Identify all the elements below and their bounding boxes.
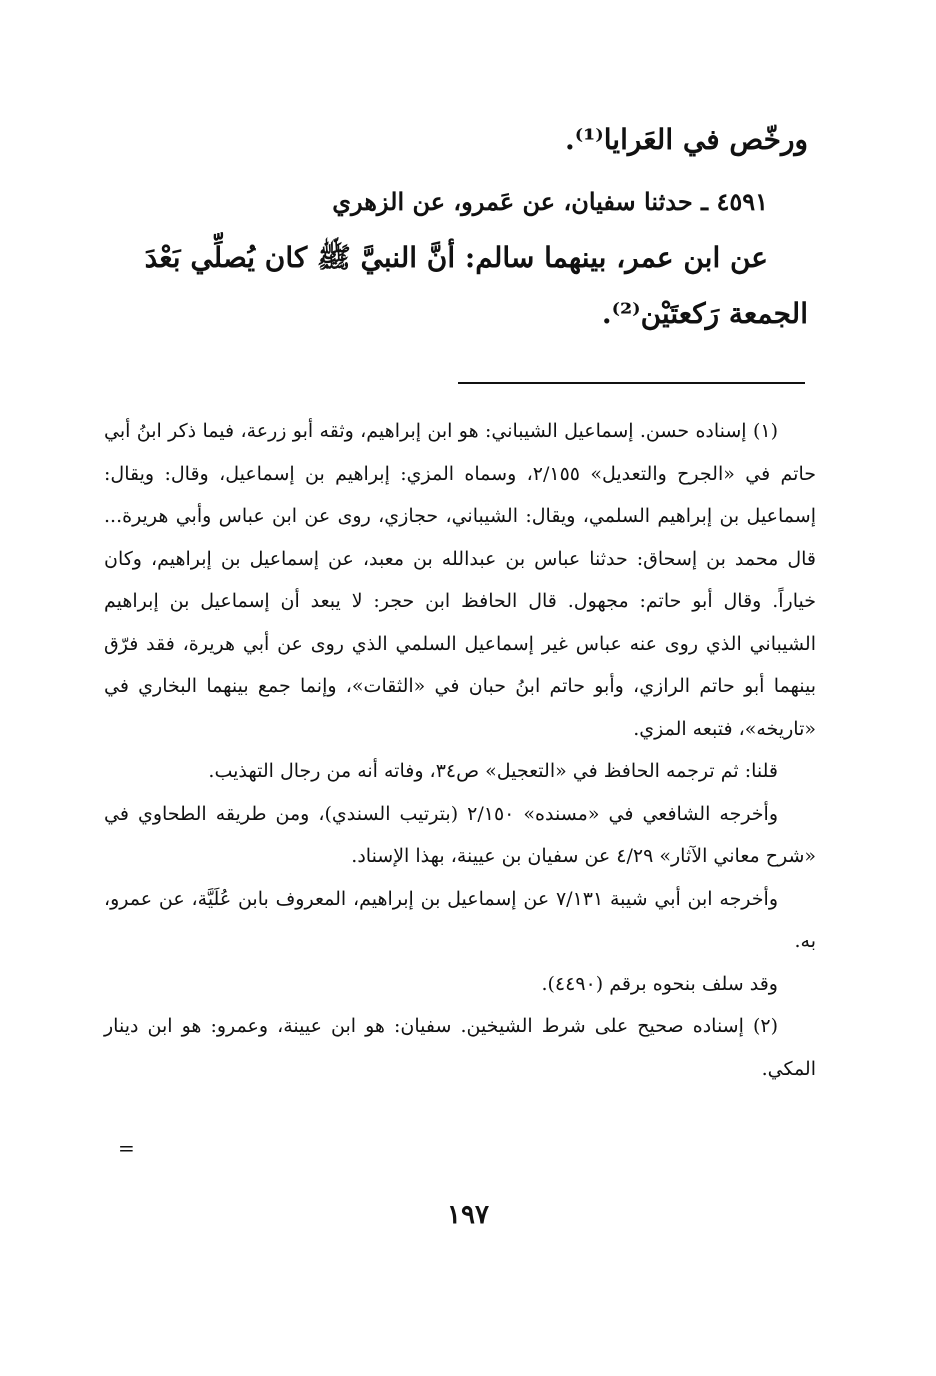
hadith-number-line: ٤٥٩١ ـ حدثنا سفيان، عن عَمرو، عن الزهري: [332, 187, 768, 216]
footnote-paragraph: (١) إسناده حسن. إسماعيل الشيباني: هو ابن إبراهيم، وثقه أبو زرعة، فيما ذكر ابنُ أبي حاتم في «الجرح والتعديل» ٢/١٥٥، وسماه المزي: إبراهيم بن إسماعيل، وقال: ويقال: إسماعيل بن إبراهيم السلمي، ويقال: الشيباني، حجازي، روى عن ابن عباس وأبي هريرة... قال محمد بن إسحاق: حدثنا عباس بن عبدالله بن معبد، عن إسماعيل بن إبراهيم، وكان خياراً. وقال أبو حاتم: مجهول. قال الحافظ ابن حجر: لا يبعد أن إسماعيل بن إبراهيم الشيباني الذي روى عنه عباس غير إسماعيل السلمي الذي روى عن أبي هريرة، فقد فرّق بينهما أبو حاتم الرازي، وأبو حاتم ابنُ حبان في «الثقات»، وإنما جمع بينهما البخاري في «تاريخه»، فتبعه المزي.: [104, 420, 817, 740]
footnote-paragraph: وأخرجه الشافعي في «مسنده» ٢/١٥٠ (بترتيب السندي)، ومن طريقه الطحاوي في «شرح معاني الآثار» ٤/٢٩ عن سفيان بن عيينة، بهذا الإسناد.: [104, 802, 816, 867]
footnotes: [104, 410, 816, 1090]
footnote-paragraph: (٢) إسناده صحيح على شرط الشيخين. سفيان: هو ابن عيينة، وعمرو: هو ابن دينار المكي.: [104, 1015, 816, 1080]
main-text: [100, 112, 808, 342]
main-text-line: الجمعة رَكعتَيْن⁽²⁾.: [601, 297, 808, 330]
continuation-mark: =: [118, 1136, 135, 1160]
footnote-paragraph: وقد سلف بنحوه برقم (٤٤٩٠).: [541, 972, 778, 995]
main-text-line: ورخّص في العَرايا⁽¹⁾.: [565, 123, 808, 156]
footnote-separator: [458, 382, 805, 384]
page-number: ١٩٧: [447, 1200, 489, 1230]
footnote-paragraph: قلنا: ثم ترجمه الحافظ في «التعجيل» ص٣٤، وفاته أنه من رجال التهذيب.: [208, 760, 778, 782]
footnote-paragraph: وأخرجه ابن أبي شيبة ٧/١٣١ عن إسماعيل بن إبراهيم، المعروف بابن عُلَيَّة، عن عمرو، به.: [104, 887, 816, 952]
main-text-line: عن ابن عمر، بينهما سالم: أنَّ النبيَّ ﷺ كان يُصلِّي بَعْدَ: [144, 241, 768, 274]
